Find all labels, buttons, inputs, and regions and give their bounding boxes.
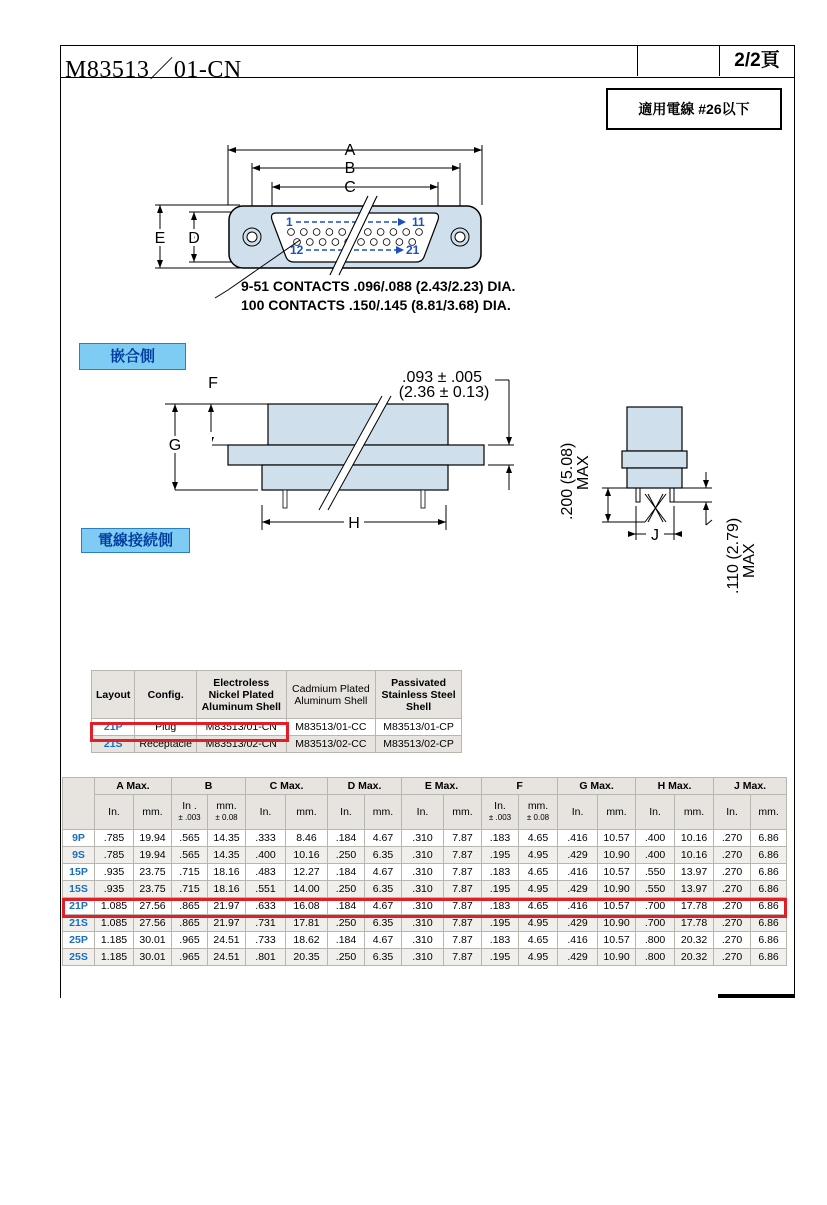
side-view-drawing: [160, 365, 520, 535]
col-config: Config.: [135, 671, 197, 719]
col-d-header: D Max.: [328, 778, 402, 795]
contact-note-line-2: 100 CONTACTS .150/.145 (8.81/3.68) DIA.: [241, 297, 511, 313]
selected-part-highlight: [90, 722, 289, 742]
contact-hole: [396, 239, 403, 246]
selected-row-highlight: [62, 898, 787, 918]
dim-b-label: B: [344, 160, 356, 177]
pin-1-label: 1: [286, 215, 293, 229]
col-c-header: C Max.: [246, 778, 328, 795]
bottom-rule: [718, 994, 795, 998]
contact-hole: [370, 239, 377, 246]
flange-thickness-metric: (2.36 ± 0.13): [398, 384, 490, 401]
document-title: M83513／01-CN: [65, 57, 242, 83]
front-view-drawing: [140, 135, 560, 320]
contact-hole: [326, 229, 333, 236]
dimension-row: 9S .785 19.94 .565 14.35 .400 10.16 .250 6.35 .310 7.87 .195 4.95 .429 10.90 .400 10.16 .270 6.86: [63, 847, 787, 864]
pin-21-label: 21: [406, 243, 420, 257]
dimension-row: 9P .785 19.94 .565 14.35 .333 8.46 .184 4.67 .310 7.87 .183 4.65 .416 10.57 .400 10.16 .270 6.86: [63, 830, 787, 847]
pin-length-dim: .200 (5.08): [559, 442, 576, 520]
col-e-header: E Max.: [402, 778, 482, 795]
flange-thickness-dim: .093 ± .005: [402, 369, 482, 386]
dim-c-label: C: [344, 179, 356, 196]
pin-length-max: MAX: [575, 455, 592, 490]
layout-col-header: [63, 778, 95, 830]
col-h-header: H Max.: [636, 778, 714, 795]
col-b-header: B: [172, 778, 246, 795]
col-a-header: A Max.: [95, 778, 172, 795]
page-number: 2/2頁: [719, 46, 794, 76]
shell-row: 21P Plug M83513/01-CN M83513/01-CC M83513/01-CP: [92, 719, 462, 736]
pin-12-label: 12: [290, 243, 304, 257]
col-layout: Layout: [92, 671, 135, 719]
col-cadmium: Cadmium Plated Aluminum Shell: [286, 671, 376, 719]
dim-f-label: F: [208, 375, 218, 392]
dimension-row: 25S 1.185 30.01 .965 24.51 .801 20.35 .250 6.35 .310 7.87 .195 4.95 .429 10.90 .800 20.32 .270 6.86: [63, 949, 787, 966]
col-f-header: F: [482, 778, 558, 795]
contact-hole: [403, 229, 410, 236]
contact-hole: [377, 229, 384, 236]
contact-hole: [416, 229, 423, 236]
contact-hole: [319, 239, 326, 246]
dimension-row: 21S 1.085 27.56 .865 21.97 .731 17.81 .250 6.35 .310 7.87 .195 4.95 .429 10.90 .700 17.78 .270 6.86: [63, 915, 787, 932]
end-view-drawing: [550, 400, 770, 600]
contact-hole: [358, 239, 365, 246]
dim-j-label: J: [651, 527, 659, 544]
title-block-blank-cell: [637, 46, 720, 76]
mating-side-label: 嵌合側: [79, 343, 186, 370]
contact-hole: [332, 239, 339, 246]
dimension-table: A Max. B C Max. D Max. E Max. F G Max. H Max. J Max. In. mm. In . ± .003 mm. ± 0.08 In. mm. In. mm. In. mm. In. ± .003 mm. ± 0.08 In. mm. In. mm. In. mm. 9P .785 19.94 .565 14.35 .333 8.46 .184 4.67 .310 7.87 .183 4.65 .416 10.57 .400 10.16 .270 6.86 9S .785 19.94 .565 14.35 .400 10.16 .250 6.35 .310 7.87 .195 4.95 .429 10.90 .400 10.16 .270 6.86 15P .935 23.75 .715 18.16 .483 12.27 .184 4.67 .310 7.87 .183 4.65 .416 10.57 .550 13.97 .270 6.86 15S .935 23.75 .715 18.16 .551 14.00 .250 6.35 .310 7.87 .195 4.95 .429 10.90 .550 13.97 .270 6.86 21P 1.085 27.56 .865 21.97 .633 16.08 .184 4.67 .310 7.87 .183 4.65 .416 10.57 .700 17.78 .270 6.86 21S 1.085 27.56 .865 21.97 .731 17.81 .250 6.35 .310 7.87 .195 4.95 .429 10.90 .700 17.78 .270 6.86 25P 1.185 30.01 .965 24.51 .733 18.62 .184 4.67 .310 7.87 .183 4.65 .416 10.57 .800 20.32 .270 6.86 25S 1.185 30.01 .965 24.51 .801 20.35 .250 6.35 .310 7.87 .195 4.95 .429 10.90 .800 20.32 .270 6.86: [62, 777, 787, 966]
col-j-header: J Max.: [714, 778, 787, 795]
tail-length-max: MAX: [741, 543, 758, 578]
dim-d-label: D: [188, 230, 200, 247]
contact-hole: [288, 229, 295, 236]
dimension-row: 25P 1.185 30.01 .965 24.51 .733 18.62 .184 4.67 .310 7.87 .183 4.65 .416 10.57 .800 20.32 .270 6.86: [63, 932, 787, 949]
dimension-row: 21P 1.085 27.56 .865 21.97 .633 16.08 .184 4.67 .310 7.87 .183 4.65 .416 10.57 .700 17.78 .270 6.86: [63, 898, 787, 915]
contact-hole: [364, 229, 371, 236]
dimension-row: 15S .935 23.75 .715 18.16 .551 14.00 .250 6.35 .310 7.87 .195 4.95 .429 10.90 .550 13.97 .270 6.86: [63, 881, 787, 898]
col-stainless: Passivated Stainless Steel Shell: [376, 671, 462, 719]
dimension-row: 15P .935 23.75 .715 18.16 .483 12.27 .184 4.67 .310 7.87 .183 4.65 .416 10.57 .550 13.97 .270 6.86: [63, 864, 787, 881]
dim-e-label: E: [154, 230, 166, 247]
contact-note-line-1: 9-51 CONTACTS .096/.088 (2.43/2.23) DIA.: [241, 278, 516, 294]
dim-g-label: G: [168, 437, 182, 454]
contact-hole: [390, 229, 397, 236]
cable-side-label: 電線接続側: [81, 528, 190, 553]
contact-hole: [339, 229, 346, 236]
contact-hole: [313, 229, 320, 236]
shell-row: 21S Receptacle M83513/02-CN M83513/02-CC M83513/02-CP: [92, 736, 462, 753]
col-nickel: Electroless Nickel Plated Aluminum Shell: [196, 671, 286, 719]
wire-gauge-note: 適用電線 #26以下: [606, 88, 782, 130]
col-g-header: G Max.: [558, 778, 636, 795]
contact-hole: [300, 229, 307, 236]
dim-a-label: A: [344, 142, 356, 159]
title-block: [60, 45, 795, 83]
dim-h-label: H: [348, 515, 360, 532]
contact-hole: [306, 239, 313, 246]
pin-11-label: 11: [412, 215, 425, 229]
tail-length-dim: .110 (2.79): [725, 517, 742, 594]
contact-hole: [383, 239, 390, 246]
